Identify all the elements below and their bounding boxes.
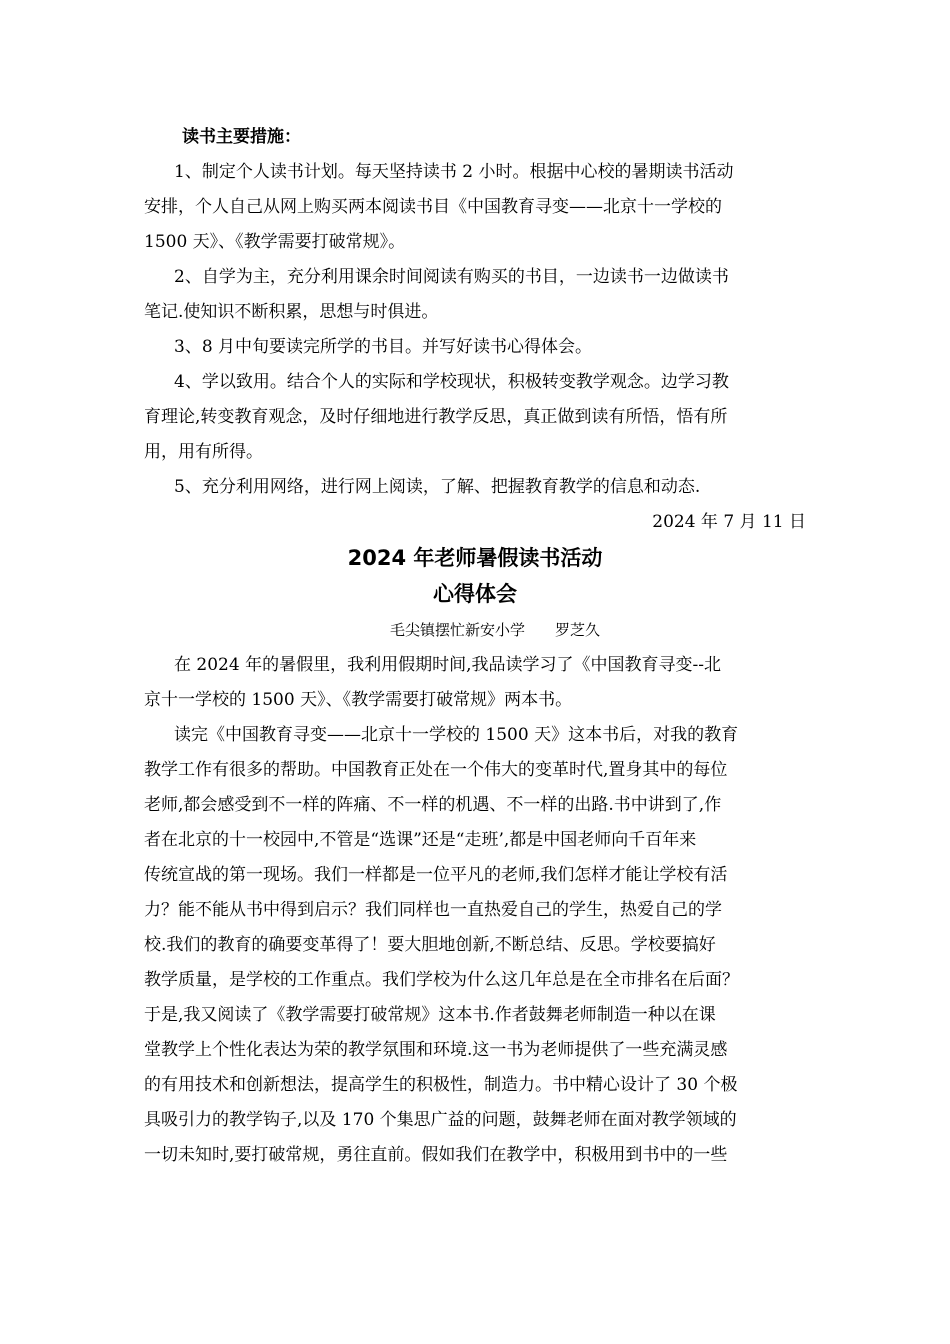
measure-item bbox=[144, 470, 806, 505]
section-heading: 读书主要措施： bbox=[182, 127, 301, 147]
paragraph-line: 具吸引力的教学钩子,以及 170 个集思广益的问题，鼓舞老师在面对教学领域的 bbox=[144, 1110, 737, 1130]
paragraph-line: 堂教学上个性化表达为荣的教学氛围和环境.这一书为老师提供了一些充满灵感 bbox=[144, 1040, 728, 1060]
measure-line: 1、制定个人读书计划。每天坚持读书 2 小时。根据中心校的暑期读书活动 bbox=[174, 162, 734, 182]
paragraph-line: 于是,我又阅读了《教学需要打破常规》这本书.作者鼓舞老师制造一种以在课 bbox=[144, 1005, 716, 1025]
paragraph-line: 在 2024 年的暑假里，我利用假期时间,我品读学习了《中国教育寻变--北 bbox=[174, 655, 721, 675]
paragraph-line: 读完《中国教育寻变——北京十一学校的 1500 天》这本书后，对我的教育 bbox=[174, 725, 739, 745]
measure-item bbox=[144, 330, 806, 365]
measure-line: 5、充分利用网络，进行网上阅读，了解、把握教育教学的信息和动态. bbox=[174, 477, 701, 497]
paragraph bbox=[144, 718, 806, 1173]
measures-list bbox=[144, 155, 806, 505]
paragraph-line: 的有用技术和创新想法，提高学生的积极性，制造力。书中精心设计了 30 个极 bbox=[144, 1075, 738, 1095]
paragraph-line: 教学质量，是学校的工作重点。我们学校为什么这几年总是在全市排名在后面？ bbox=[144, 970, 739, 990]
author-name: 罗芝久 bbox=[555, 621, 601, 639]
paragraph-line: 教学工作有很多的帮助。中国教育正处在一个伟大的变革时代,置身其中的每位 bbox=[144, 760, 728, 780]
measure-line: 安排，个人自己从网上购买两本阅读书目《中国教育寻变——北京十一学校的 bbox=[144, 197, 722, 217]
author-school: 毛尖镇摆忙新安小学 bbox=[389, 621, 525, 639]
paragraph-line: 力？能不能从书中得到启示？我们同样也一直热爱自己的学生，热爱自己的学 bbox=[144, 900, 722, 920]
paragraph-line: 老师,都会感受到不一样的阵痛、不一样的机遇、不一样的出路.书中讲到了,作 bbox=[144, 795, 722, 815]
paragraph-line: 校.我们的教育的确要变革得了！要大胆地创新,不断总结、反思。学校要搞好 bbox=[144, 935, 716, 955]
measure-line: 3、8 月中旬要读完所学的书目。并写好读书心得体会。 bbox=[174, 337, 593, 357]
paragraph-line: 者在北京的十一校园中,不管是“选课”还是“走班’,都是中国老师向千百年来 bbox=[144, 830, 697, 850]
author-line bbox=[144, 612, 806, 648]
paragraph-line: 一切未知时,要打破常规，勇往直前。假如我们在教学中，积极用到书中的一些 bbox=[144, 1145, 728, 1165]
measure-line: 笔记.使知识不断积累，思想与时俱进。 bbox=[144, 302, 439, 322]
paragraph bbox=[144, 648, 806, 718]
measure-line: 用，用有所得。 bbox=[144, 442, 263, 462]
measure-line: 2、自学为主，充分利用课余时间阅读有购买的书目，一边读书一边做读书 bbox=[174, 267, 729, 287]
measure-line: 育理论,转变教育观念，及时仔细地进行教学反思，真正做到读有所悟，悟有所 bbox=[144, 407, 728, 427]
date: 2024 年 7 月 11 日 bbox=[652, 512, 806, 532]
paragraph-line: 京十一学校的 1500 天》、《教学需要打破常规》两本书。 bbox=[144, 690, 573, 710]
document-page bbox=[144, 110, 806, 1173]
measure-item bbox=[144, 365, 806, 470]
article-body bbox=[144, 648, 806, 1173]
article-title: 2024 年老师暑假读书活动 bbox=[347, 546, 603, 570]
measure-line: 4、学以致用。结合个人的实际和学校现状，积极转变教学观念。边学习教 bbox=[174, 372, 729, 392]
measure-line: 1500 天》、《教学需要打破常规》。 bbox=[144, 232, 406, 252]
article-subtitle: 心得体会 bbox=[433, 582, 517, 606]
measure-item bbox=[144, 260, 806, 330]
measure-item bbox=[144, 155, 806, 260]
paragraph-line: 传统宣战的第一现场。我们一样都是一位平凡的老师,我们怎样才能让学校有活 bbox=[144, 865, 728, 885]
